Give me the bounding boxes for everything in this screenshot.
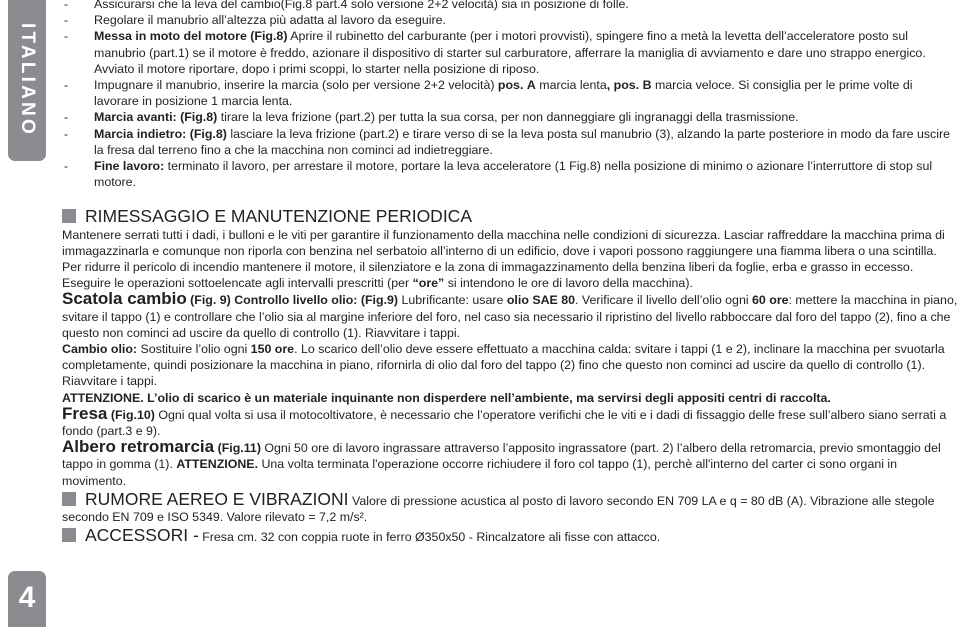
step-engage-gear: - Impugnare il manubrio, inserire la marcia (solo per versione 2+2 velocità) pos. A marcia lenta, pos. B marcia veloce. Si consiglia per le prime volte di lavorare in posizione 1 marcia lenta. xyxy=(62,77,959,109)
reverse-shaft-paragraph: Albero retromarcia (Fig.11) Ogni 50 ore di lavoro ingrassare attraverso l’apposito ingrassatore (part. 2) l’albero della retromarcia, previo smontaggio del tappo in gomma (1). ATTENZIONE. Una volta terminata l'operazione occorre richiudere il foro col tappo (1), perchè all'interno del carter ci sono organi in movimento. xyxy=(62,437,941,488)
step-handlebar-height: - Regolare il manubrio all’altezza più adatta al lavoro da eseguire. xyxy=(62,12,959,28)
step-forward: - Marcia avanti: (Fig.8) tirare la leva frizione (part.2) per tutta la sua corsa, per non danneggiare gli ingranaggi della trasmissione. xyxy=(62,109,959,125)
maintenance-intro: Mantenere serrati tutti i dadi, i bulloni e le viti per garantire il funzionamento della macchina nelle condizioni di sicurezza. Lasciar raffreddare la macchina prima di immagazzinarla e comunque non riporla con benzina nel serbatoio all’interno di un edificio, dove i vapori possono raggiungere una fiamma libera o una scintilla. Per ridurre il pericolo di incendio mantenere il motore, il silenziatore e la zona di immagazzinamento della benzina liberi da foglie, erba e grasso in eccesso. xyxy=(62,227,945,275)
language-tab xyxy=(8,0,46,161)
language-label: ITALIANO xyxy=(17,23,39,137)
step-reverse: - Marcia indietro: (Fig.8) lasciare la leva frizione (part.2) e tirare verso di se la leva posta sul manubrio (3), alzando la parte posteriore in modo da fare uscire la fresa dal terreno fino a che la macchina non cominci ad indietreggiare. xyxy=(62,126,959,158)
page-number-badge xyxy=(8,571,46,627)
step-engine-start: - Messa in moto del motore (Fig.8) Aprire il rubinetto del carburante (per i motori provvisti), spingere fino a metà la levetta dell’acceleratore posto sul manubrio (part.1) se il motore è freddo, azionare il dispositivo di starter sul carburatore, afferrare la maniglia di avviamento e dare uno strappo energico. Avviato il motore riportare, dopo i primi scoppi, lo starter nella posizione di riposo. xyxy=(62,28,959,77)
operating-steps-list xyxy=(62,0,959,190)
tiller-paragraph: Fresa (Fig.10) Ogni qual volta si usa il motocoltivatore, è necessario che l’operatore verifichi che le viti e i dadi di fissaggio delle frese sull’albero siano serrati a fondo (part.3 e 9). xyxy=(62,403,947,439)
noise-section xyxy=(62,489,959,525)
maintenance-section-heading xyxy=(62,206,959,226)
noise-text: Valore di pressione acustica al posto di lavoro secondo EN 709 LA e q = 80 dB (A). Vibrazione alle stegole secondo EN 709 e ISO 5349. Valore rilevato = 7,2 m/s². xyxy=(62,493,935,525)
oil-disposal-warning: ATTENZIONE. L’olio di scarico è un materiale inquinante non disperdere nell’ambiente, ma servirsi degli appositi centri di raccolta. xyxy=(62,390,831,405)
section-square-icon xyxy=(62,209,76,223)
step-neutral-gear: - Assicurarsi che la leva del cambio(Fig.8 part.4 solo versione 2+2 velocità) sia in posizione di folle. xyxy=(62,0,959,12)
maintenance-schedule-note: Eseguire le operazioni sottoelencate agli intervalli prescritti (per “ore” si intendono le ore di lavoro della macchina). xyxy=(62,276,693,291)
accessories-title: ACCESSORI - xyxy=(85,525,199,546)
step-end-work: - Fine lavoro: terminato il lavoro, per arrestare il motore, portare la leva acceleratore (1 Fig.8) nella posizione di minimo o azionare l’interruttore di stop sul motore. xyxy=(62,158,959,190)
oil-change-paragraph: Cambio olio: Sostituire l’olio ogni 150 ore. Lo scarico dell’olio deve essere effettuato a macchina calda: svitare i tappi (1 e 2), inclinare la macchina per svuotarla completamente, quindi posizionare la macchina in piano, rifornirla di olio dal foro del tappo (2) fino che questo non cominci ad uscire da quello di controllo (1). Riavvitare i tappi. xyxy=(62,342,945,389)
maintenance-title: RIMESSAGGIO E MANUTENZIONE PERIODICA xyxy=(85,206,472,227)
section-square-icon xyxy=(62,528,76,542)
section-square-icon xyxy=(62,492,76,506)
accessories-section xyxy=(62,525,959,545)
manual-content xyxy=(62,0,959,546)
accessories-text: Fresa cm. 32 con coppia ruote in ferro Ø350x50 - Rincalzatore ali fisse con attacco. xyxy=(198,530,661,545)
noise-title: RUMORE AEREO E VIBRAZIONI xyxy=(85,488,349,509)
gearbox-paragraph: Scatola cambio (Fig. 9) Controllo livello olio: (Fig.9) Lubrificante: usare olio SAE 80. Verificare il livello dell’olio ogni 60 ore: mettere la macchina in piano, svitare il tappo (1) e controllare che l’olio sia al margine inferiore del foro, nel caso sia necessario il ripristino del livello rabboccare dal foro del tappo (2), fino a che questo non cominci ad uscire da quello di controllo (1). Riavvitare i tappi. xyxy=(62,289,958,340)
page-number: 4 xyxy=(18,581,36,614)
